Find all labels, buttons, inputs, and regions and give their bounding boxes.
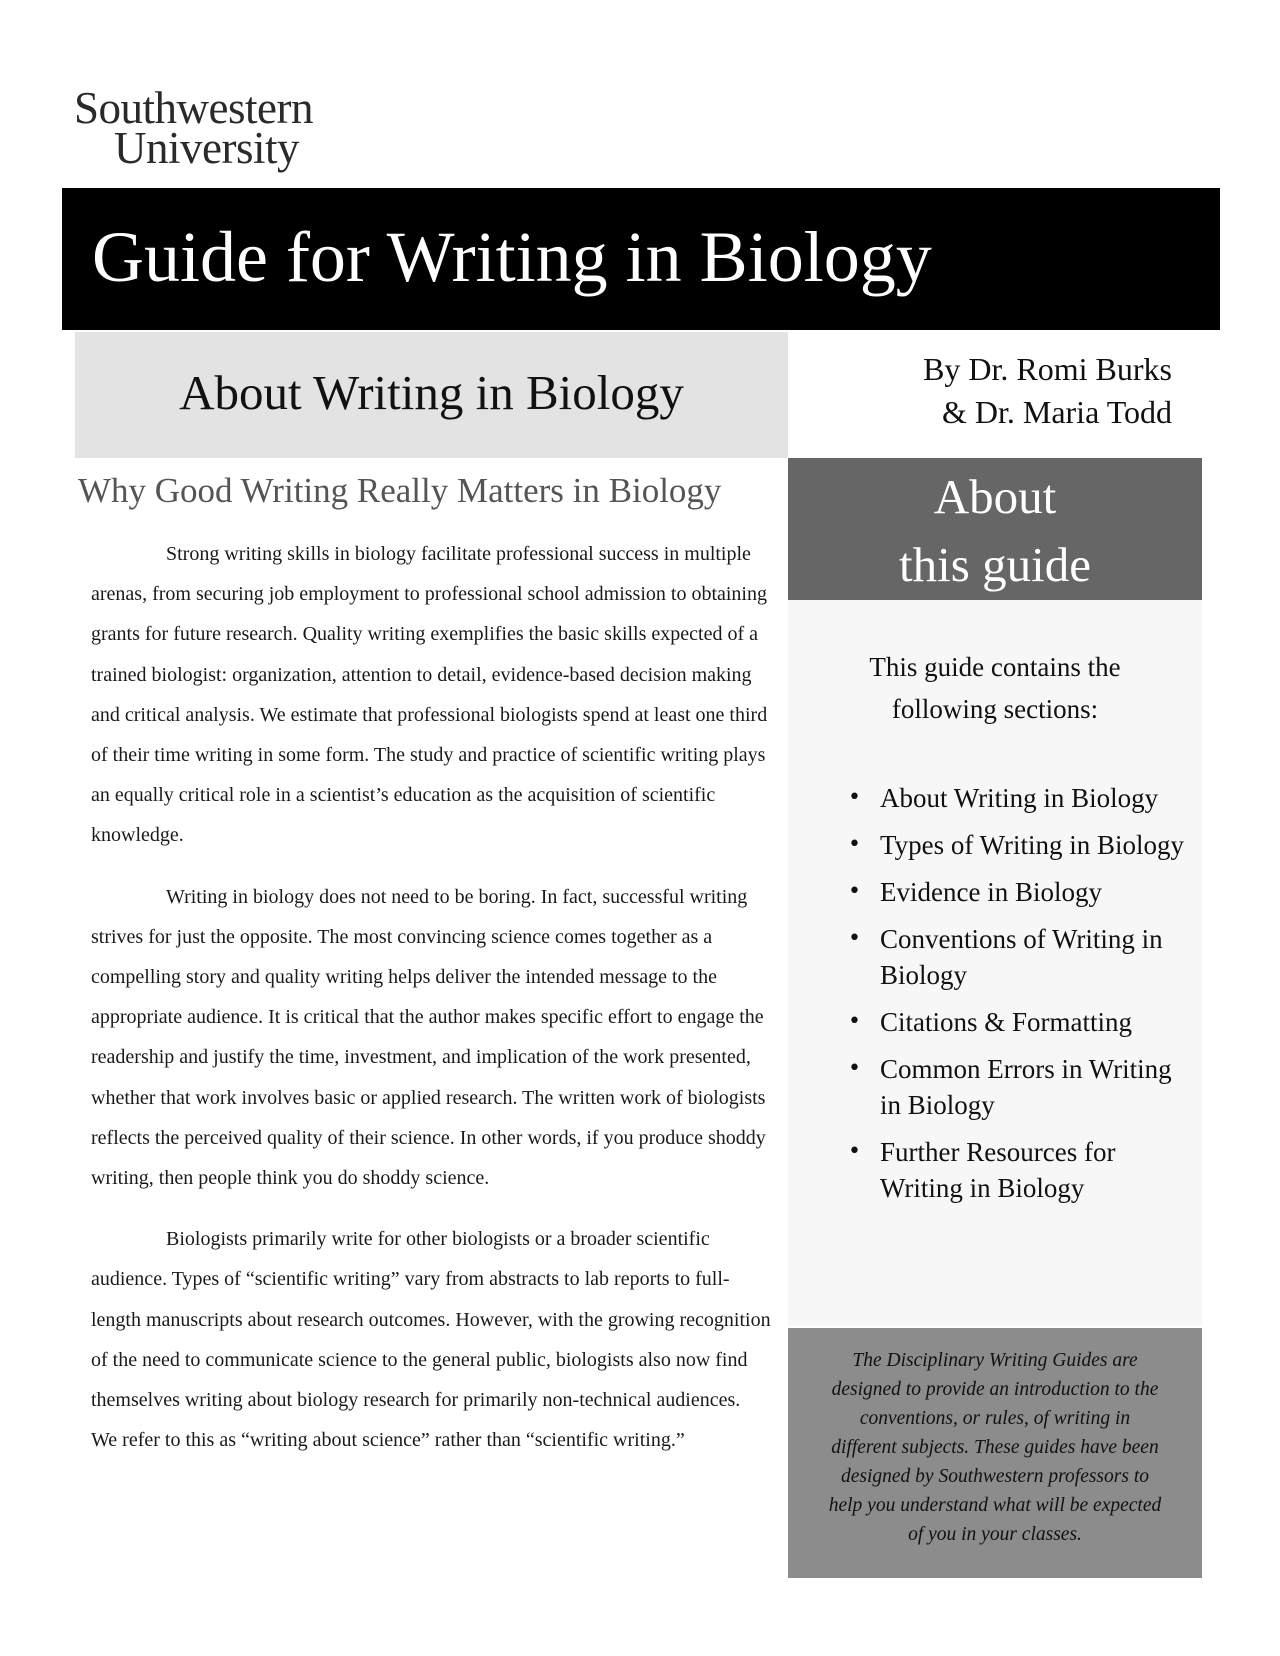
sidebar-intro [788,646,1202,730]
bullet-icon: • [848,785,861,810]
section-list-item [848,921,1188,993]
author-line-2: & Dr. Maria Todd [941,394,1172,430]
section-list-item [848,827,1188,863]
bullet-icon: • [848,1009,861,1034]
authors-byline [800,348,1172,434]
section-list-label: Common Errors in Writing in Biology [880,1054,1172,1120]
section-list-label: Types of Writing in Biology [880,830,1185,860]
section-list-item [848,1134,1188,1206]
section-heading-band [75,332,788,458]
author-line-1: By Dr. Romi Burks [923,351,1172,387]
sidebar-intro-line-1: This guide contains the [869,652,1121,682]
sidebar-contents [788,600,1202,1326]
bullet-icon: • [848,926,861,951]
section-list-item [848,1051,1188,1123]
disciplinary-guides-note [788,1328,1202,1578]
section-list-label: Evidence in Biology [880,877,1102,907]
section-list-item [848,874,1188,910]
bullet-icon: • [848,832,861,857]
article-subheading: Why Good Writing Really Matters in Biology [78,471,722,510]
section-list-label: About Writing in Biology [880,783,1159,813]
body-paragraph-1: Strong writing skills in biology facilitate professional success in multiple arenas, from securing job employment to professional school admission to obtaining grants for future research. Quality writing exemplifies the basic skills expected of a trained biologist: organization, attention to detail, evidence-based decision making and critical analysis. We estimate that professional biologists spend at least one third of their time writing in some form. The study and practice of scientific writing plays an equally critical role in a scientist’s education as the acquisition of scientific knowledge. [91,543,768,847]
university-logo [74,84,374,184]
section-list-item [848,1004,1188,1040]
logo-line-2: University [114,123,299,173]
sidebar-heading-line-2: this guide [899,537,1091,592]
logo-line-1: Southwestern [74,83,313,133]
sidebar-heading-line-1: About [933,469,1057,524]
bullet-icon: • [848,1056,861,1081]
body-paragraph-2: Writing in biology does not need to be boring. In fact, successful writing strives for just the opposite. The most convincing science comes together as a compelling story and quality writing helps deliver the intended message to the appropriate audience. It is critical that the author makes specific effort to engage the readership and justify the time, investment, and implication of the work presented, whether that work involves basic or applied research. The written work of biologists reflects the perceived quality of their science. In other words, if you produce shoddy writing, then people think you do shoddy science. [91,885,766,1190]
sidebar-heading-box [788,458,1202,600]
section-list [848,780,1188,1217]
section-list-label: Citations & Formatting [880,1007,1133,1037]
note-text: The Disciplinary Writing Guides are designed to provide an introduction to the conventions, or rules, of writing in different subjects. These guides have been designed by Southwestern professors to help you understand what will be expected of you in your classes. [828,1350,1162,1545]
bullet-icon: • [848,879,861,904]
section-list-label: Conventions of Writing in Biology [880,924,1163,990]
section-list-label: Further Resources for Writing in Biology [880,1137,1116,1203]
section-heading: About Writing in Biology [179,365,684,420]
sidebar-intro-line-2: following sections: [891,694,1099,724]
bullet-icon: • [848,1139,861,1164]
body-paragraph-3: Biologists primarily write for other biologists or a broader scientific audience. Types of “scientific writing” vary from abstracts to lab reports to full-length manuscripts about research outcomes. However, with the growing recognition of the need to communicate science to the general public, biologists also now find themselves writing about biology research for primarily non-technical audiences. We refer to this as “writing about science” rather than “scientific writing.” [91,1228,771,1452]
page-title: Guide for Writing in Biology [92,217,932,297]
section-list-item [848,780,1188,816]
article-body [91,534,771,1481]
title-banner [62,188,1220,330]
